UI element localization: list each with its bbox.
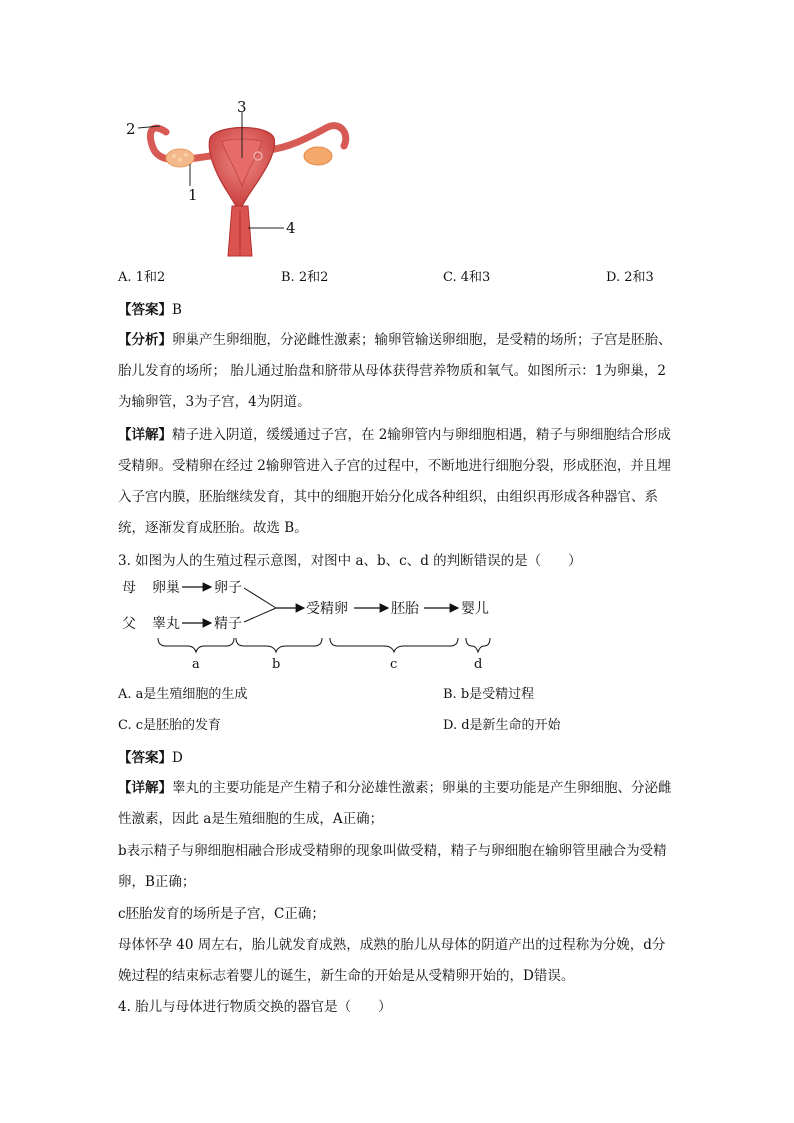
q3-detail-3: c胚胎发育的场所是子宫，C正确；	[118, 906, 325, 922]
option-text: 2和3	[624, 270, 654, 285]
q3-option-a[interactable]	[118, 685, 247, 705]
label-4: 4	[286, 219, 296, 237]
answer-value: D	[172, 750, 183, 766]
q3-option-b[interactable]	[443, 685, 534, 705]
q2-analysis	[118, 325, 678, 418]
option-key: B.	[281, 270, 295, 285]
option-text: a是生殖细胞的生成	[135, 687, 248, 702]
father-label: 父	[122, 616, 136, 632]
answer-value: B	[172, 302, 182, 318]
ovary-label: 卵巢	[152, 580, 180, 596]
testis-label: 睾丸	[152, 616, 180, 632]
brace-b	[236, 638, 322, 652]
label-2: 2	[126, 120, 136, 138]
brace-a	[158, 638, 234, 652]
option-key: A.	[118, 270, 132, 285]
label-c: c	[390, 657, 398, 672]
q3-detail-2: b表示精子与卵细胞相融合形成受精卵的现象叫做受精，精子与卵细胞在输卵管里融合为受精卵，B正确；	[118, 843, 667, 890]
q2-answer	[118, 300, 182, 320]
merge-line-sperm	[244, 608, 276, 622]
uterus-diagram	[118, 98, 358, 260]
detail-tag: 【详解】	[118, 427, 172, 443]
answer-tag: 【答案】	[118, 302, 172, 318]
q3-detail-1	[118, 773, 678, 835]
detail-text: 精子进入阴道，缓缓通过子宫，在 2输卵管内与卵细胞相遇，精子与卵细胞结合形成受精卵。受精卵在经过 2输卵管进入子宫的过程中，不断地进行细胞分裂，形成胚泡，并且埋入子宫内膜，胚胎继续发育，其中的细胞开始分化成各种组织，由组织再形成各种器官、系统，逐渐发育成胚胎。故选 B。	[118, 427, 671, 536]
q2-option-b[interactable]	[281, 268, 328, 288]
q2-option-c[interactable]	[443, 268, 490, 288]
option-text: c是胚胎的发育	[135, 718, 222, 733]
option-text: 1和2	[135, 270, 166, 285]
reproduction-process-diagram	[118, 574, 508, 674]
q2-detail	[118, 420, 678, 544]
q2-option-a[interactable]	[118, 268, 165, 288]
brace-d	[466, 638, 490, 652]
answer-tag: 【答案】	[118, 750, 172, 766]
option-text: 2和2	[298, 270, 329, 285]
label-3: 3	[237, 98, 247, 116]
option-key: B.	[443, 687, 457, 702]
q3-answer	[118, 748, 183, 768]
q4-stem: 4. 胎儿与母体进行物质交换的器官是（ ）	[118, 999, 392, 1015]
q3-stem: 3. 如图为人的生殖过程示意图，对图中 a、b、c、d 的判断错误的是（ ）	[118, 553, 582, 569]
option-key: C.	[118, 718, 132, 733]
label-a: a	[192, 657, 200, 672]
option-key: D.	[443, 718, 458, 733]
merge-line-egg	[244, 588, 276, 608]
label-d: d	[474, 657, 483, 672]
egg-label: 卵子	[214, 580, 242, 596]
detail-tag: 【详解】	[118, 780, 172, 796]
analysis-tag: 【分析】	[118, 332, 172, 348]
label-1: 1	[188, 186, 198, 204]
option-key: D.	[606, 270, 621, 285]
option-text: 4和3	[460, 270, 491, 285]
option-key: A.	[118, 687, 132, 702]
q3-option-c[interactable]	[118, 716, 221, 736]
q2-option-d[interactable]	[606, 268, 654, 288]
option-text: b是受精过程	[460, 687, 535, 702]
baby-label: 婴儿	[461, 601, 489, 617]
option-key: C.	[443, 270, 457, 285]
embryo-label: 胚胎	[391, 601, 419, 617]
label-b: b	[272, 657, 281, 672]
mother-label: 母	[122, 580, 136, 596]
q3-option-d[interactable]	[443, 716, 561, 736]
option-text: d是新生命的开始	[461, 718, 561, 733]
zygote-label: 受精卵	[306, 601, 348, 617]
brace-c	[330, 638, 458, 652]
detail-text: 睾丸的主要功能是产生精子和分泌雄性激素；卵巢的主要功能是产生卵细胞、分泌雌性激素，因此 a是生殖细胞的生成，A正确；	[118, 780, 672, 827]
analysis-text: 卵巢产生卵细胞，分泌雌性激素；输卵管输送卵细胞，是受精的场所；子宫是胚胎、胎儿发育的场所； 胎儿通过胎盘和脐带从母体获得营养物质和氧气。如图所示：1为卵巢，2为输卵管，3为子宫，4为阴道。	[118, 332, 672, 410]
sperm-label: 精子	[214, 616, 242, 632]
q3-detail-4: 母体怀孕 40 周左右，胎儿就发育成熟，成熟的胎儿从母体的阴道产出的过程称为分娩，d分娩过程的结束标志着婴儿的诞生，新生命的开始是从受精卵开始的，D错误。	[118, 937, 666, 984]
